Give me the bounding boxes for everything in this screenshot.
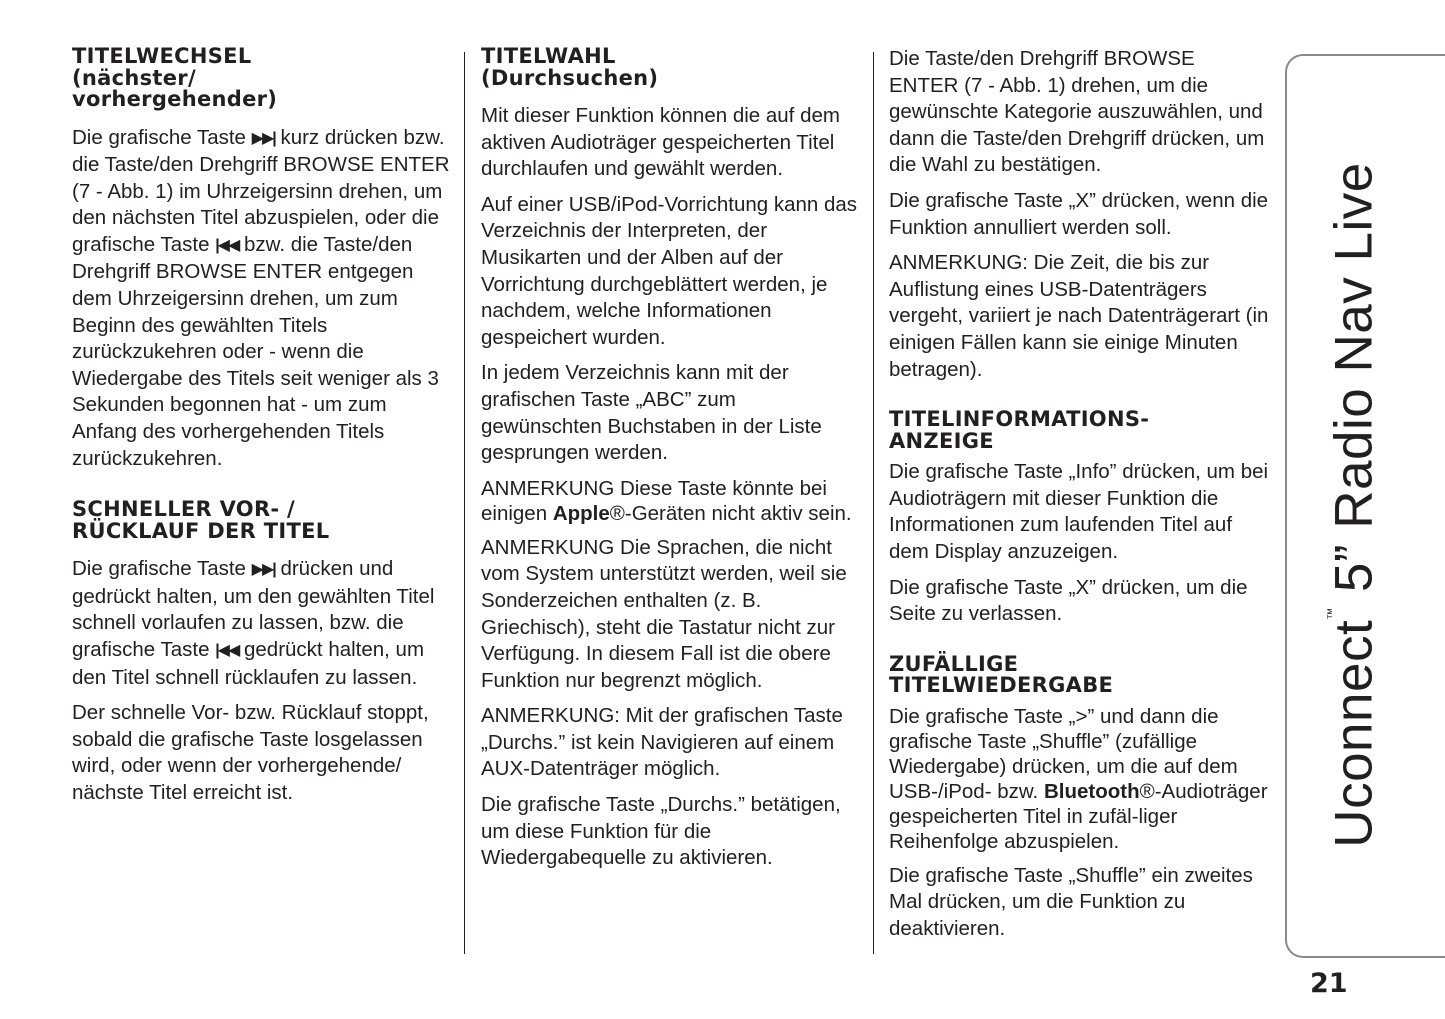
text-segment: kurz drücken bzw. die Taste/den Drehgriff BROWSE ENTER (7 - Abb. 1) im Uhrzeigersinn drehen, um den nächsten Titel abzuspielen, oder die grafische Taste (72, 125, 450, 256)
paragraph-note-apple (481, 476, 861, 526)
chapter-subtitle: 5” Radio Nav Live (1324, 162, 1384, 608)
paragraph-abc: In jedem Verzeichnis kann mit der grafischen Taste „ABC” zum gewünschten Buchstaben in der Liste gesprungen werden. (481, 361, 822, 465)
paragraph-stop: Der schnelle Vor- bzw. Rücklauf stoppt, sobald die grafische Taste losgelassen wird, oder wenn der vorhergehende/ nächste Titel erreicht ist. (72, 701, 429, 804)
heading-titelwechsel: TITELWECHSEL (nächster/ vorhergehender) (72, 44, 278, 111)
text-segment: drücken und gedrückt halten, um den gewählten Titel schnell vorlaufen zu lassen, bzw. die grafische Taste (72, 557, 435, 661)
paragraph-browse-enter: Die Taste/den Drehgriff BROWSE ENTER (7 - Abb. 1) drehen, um die gewünschte Kategorie auszuwählen, und dann die Taste/den Drehgriff drücken, um die Wahl zu bestätigen. (889, 47, 1265, 177)
text-segment: ®-Audioträger gespeicherten Titel in zufäl-liger Reihenfolge abzuspielen. (889, 779, 1268, 853)
column-divider-2 (873, 52, 874, 954)
paragraph-note-languages: ANMERKUNG Die Sprachen, die nicht vom System unterstützt werden, weil sie Sonderzeichen enthalten (z. B. Griechisch), steht die Tastatur nicht zur Verfügung. In diesem Fall ist die obere Funktion nur begrenzt möglich. (481, 535, 847, 692)
fast-forward-icon: ▶▶| (251, 561, 275, 579)
text-segment: Die grafische Taste (72, 125, 252, 149)
paragraph-schneller-lauf (72, 556, 452, 691)
text-segment: Die grafische Taste „>” und dann die grafische Taste „Shuffle” (zufällige Wiedergabe) drücken, um die auf dem USB-/iPod- bzw. (889, 704, 1238, 803)
paragraph-note-usb-time: ANMERKUNG: Die Zeit, die bis zur Auflistung eines USB-Datenträgers vergeht, variiert je nach Datenträgerart (in einigen Fällen kann sie einige Minuten betragen). (889, 251, 1269, 381)
paragraph-usb-ipod: Auf einer USB/iPod-Vorrichtung kann das Verzeichnis der Interpreten, der Musikarten und der Alben auf der Vorrichtung durchgeblättert werden, je nachdem, welche Informationen gespeichert wurden. (481, 192, 858, 349)
column-3 (889, 46, 1269, 951)
paragraph-titelwahl-intro: Mit dieser Funktion können die auf dem aktiven Audioträger gespeicherten Titel durchlaufen und gewählt werden. (481, 104, 840, 181)
chapter-title (1324, 162, 1385, 847)
paragraph-info: Die grafische Taste „Info” drücken, um bei Audioträgern mit dieser Funktion die Informationen zum laufenden Titel auf dem Display anzuzeigen. (889, 460, 1269, 563)
bluetooth-brand: Bluetooth (1043, 779, 1140, 803)
rewind-icon: |◀◀ (215, 642, 239, 659)
chapter-brand: Uconnect (1324, 619, 1384, 848)
heading-shuffle: ZUFÄLLIGE TITELWIEDERGABE (889, 651, 1114, 698)
page-number: 21 (1310, 968, 1348, 999)
paragraph-durchs: Die grafische Taste „Durchs.” betätigen, um diese Funktion für die Wiedergabequelle zu aktivieren. (481, 793, 841, 870)
paragraph-shuffle (889, 704, 1269, 854)
text-segment: gedrückt halten, um den Titel schnell rücklaufen zu lassen. (72, 638, 425, 689)
next-track-icon: ▶▶| (251, 129, 275, 147)
heading-schneller-lauf: SCHNELLER VOR- / RÜCKLAUF DER TITEL (72, 497, 330, 543)
text-segment: Die grafische Taste (72, 557, 252, 581)
heading-titelinformation: TITELINFORMATIONS- ANZEIGE (889, 407, 1150, 453)
text-segment: bzw. die Taste/den Drehgriff BROWSE ENTER entgegen dem Uhrzeigersinn drehen, um zum Beginn des gewählten Titels zurückzukehren oder - wenn die Wiedergabe des Titels seit weniger als 3 Sekunden begonnen hat - um zum Anfang des vorhergehenden Titels zurückzukehren. (72, 232, 439, 470)
previous-track-icon: |◀◀ (215, 236, 239, 254)
column-divider-1 (464, 52, 465, 954)
text-segment: ®-Geräten nicht aktiv sein. (609, 501, 852, 525)
column-1 (72, 46, 452, 816)
paragraph-note-aux: ANMERKUNG: Mit der grafischen Taste „Durchs.” ist kein Navigieren auf einem AUX-Datenträger möglich. (481, 704, 843, 781)
paragraph-shuffle-off: Die grafische Taste „Shuffle” ein zweites Mal drücken, um die Funktion zu deaktivieren. (889, 863, 1253, 940)
column-2 (481, 46, 861, 881)
paragraph-exit: Die grafische Taste „X” drücken, um die Seite zu verlassen. (889, 575, 1248, 626)
paragraph-cancel: Die grafische Taste „X” drücken, wenn die Funktion annulliert werden soll. (889, 188, 1269, 239)
trademark-symbol: ™ (1324, 607, 1339, 620)
apple-brand: Apple (552, 501, 610, 525)
paragraph-titelwechsel (72, 125, 452, 473)
heading-titelwahl: TITELWAHL (Durchsuchen) (481, 44, 659, 90)
text-segment: ANMERKUNG Diese Taste könnte bei einigen (481, 476, 827, 525)
